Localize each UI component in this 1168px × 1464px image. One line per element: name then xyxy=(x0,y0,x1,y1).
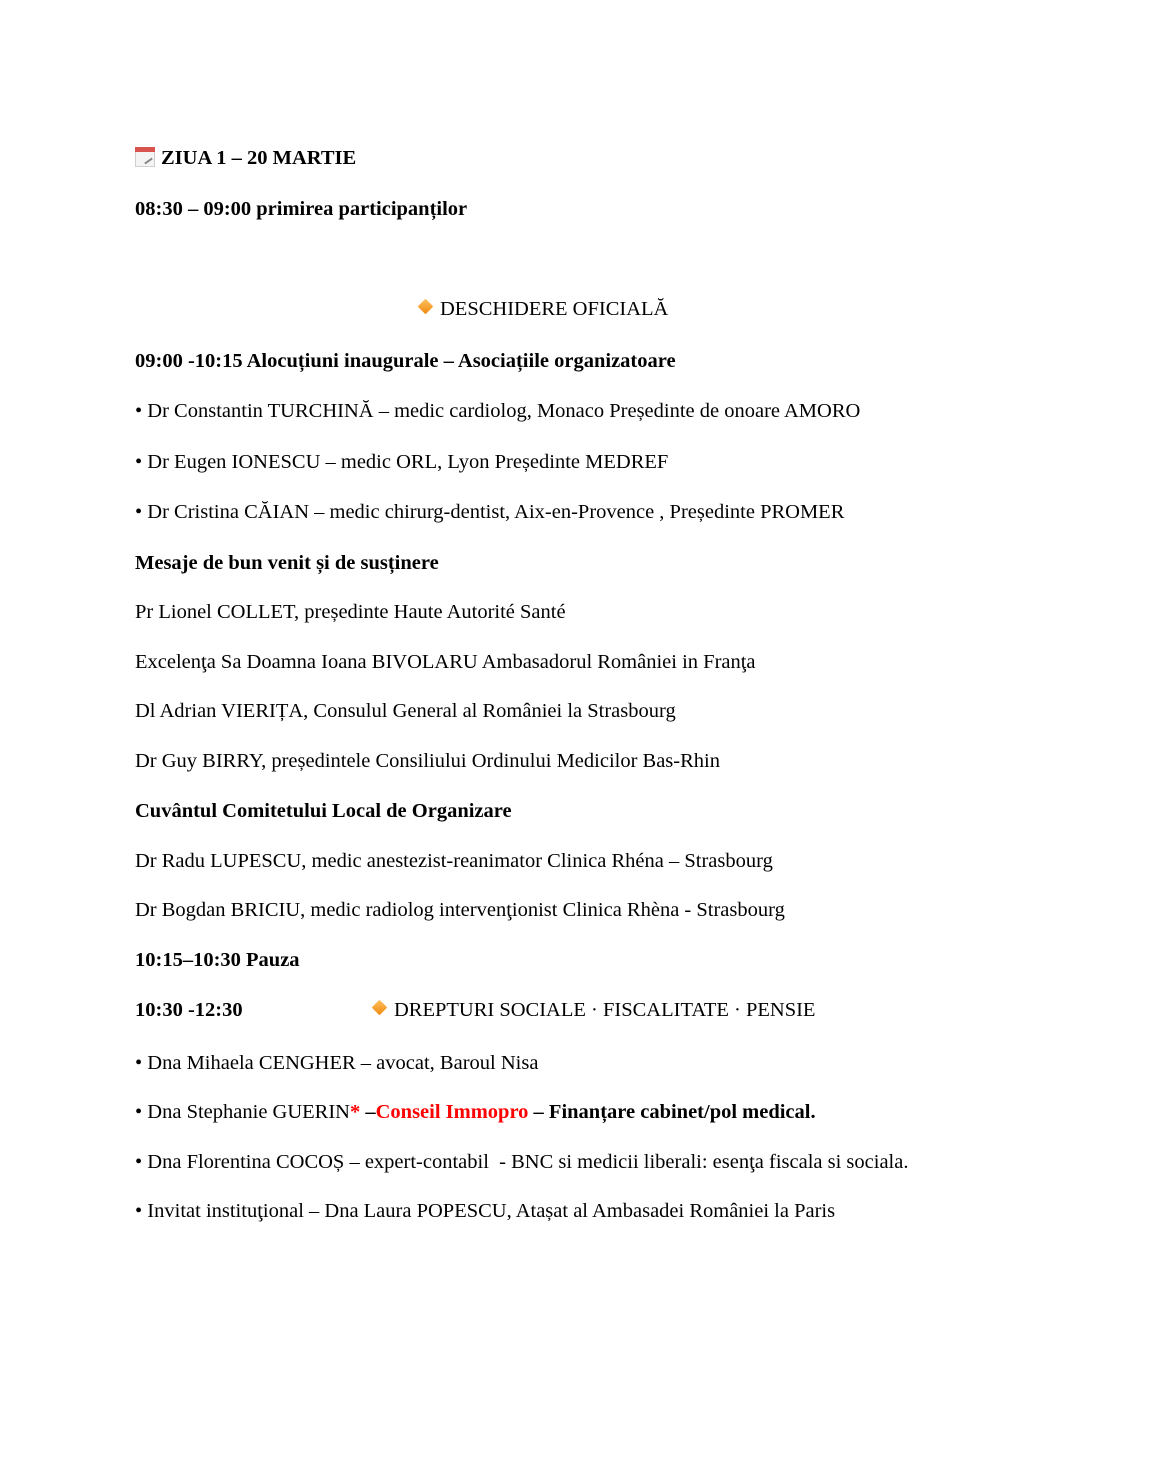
day-header xyxy=(135,144,356,170)
arrival-time: 08:30 – 09:00 primirea participanților xyxy=(135,198,468,220)
organizer-item: • Dr Eugen IONESCU – medic ORL, Lyon Președinte MEDREF xyxy=(135,451,669,473)
session2-title xyxy=(374,998,815,1022)
welcome-item: Dl Adrian VIERIȚA, Consulul General al României la Strasbourg xyxy=(135,700,676,722)
day-header-text: ZIUA 1 – 20 MARTIE xyxy=(161,147,357,169)
orange-diamond-icon xyxy=(418,299,434,315)
orange-diamond-icon xyxy=(372,1000,388,1016)
calendar-icon xyxy=(135,147,155,167)
opening-section-title xyxy=(420,297,668,321)
company-name: Conseil Immopro xyxy=(375,1101,529,1123)
speaker-name: • Dna Stephanie GUERIN xyxy=(135,1101,350,1123)
session2-item: • Invitat instituţional – Dna Laura POPESCU, Atașat al Ambasadei României la Paris xyxy=(135,1200,836,1222)
inaugural-heading: 09:00 -10:15 Alocuțiuni inaugurale – Asociațiile organizatoare xyxy=(135,350,676,372)
opening-title-text: DESCHIDERE OFICIALĂ xyxy=(440,298,669,320)
session2-item: • Dna Mihaela CENGHER – avocat, Baroul Nisa xyxy=(135,1052,539,1074)
welcome-item: Excelenţa Sa Doamna Ioana BIVOLARU Ambasadorul României in Franţa xyxy=(135,651,756,673)
dash: – xyxy=(360,1101,376,1123)
committee-item: Dr Radu LUPESCU, medic anestezist-reanimator Clinica Rhéna – Strasbourg xyxy=(135,850,773,872)
welcome-heading: Mesaje de bun venit și de susținere xyxy=(135,552,439,574)
committee-heading: Cuvântul Comitetului Local de Organizare xyxy=(135,800,512,822)
organizer-item: • Dr Cristina CĂIAN – medic chirurg-dentist, Aix-en-Provence , Președinte PROMER xyxy=(135,501,845,523)
pause-slot: 10:15–10:30 Pauza xyxy=(135,949,300,971)
committee-item: Dr Bogdan BRICIU, medic radiolog intervenţionist Clinica Rhèna - Strasbourg xyxy=(135,899,785,921)
session2-item-guerin xyxy=(135,1100,816,1124)
session2-title-text: DREPTURI SOCIALE · FISCALITATE · PENSIE xyxy=(394,999,816,1021)
welcome-item: Pr Lionel COLLET, președinte Haute Autorité Santé xyxy=(135,601,566,623)
organizer-item: • Dr Constantin TURCHINĂ – medic cardiolog, Monaco Președinte de onoare AMORO xyxy=(135,400,861,422)
session2-time: 10:30 -12:30 xyxy=(135,999,243,1021)
session2-item: • Dna Florentina COCOȘ – expert-contabil - BNC si medicii liberali: esenţa fiscala si sociala. xyxy=(135,1151,909,1173)
talk-topic: – Finanțare cabinet/pol medical. xyxy=(528,1101,816,1123)
asterisk: * xyxy=(349,1101,361,1123)
welcome-item: Dr Guy BIRRY, președintele Consiliului Ordinului Medicilor Bas-Rhin xyxy=(135,750,720,772)
